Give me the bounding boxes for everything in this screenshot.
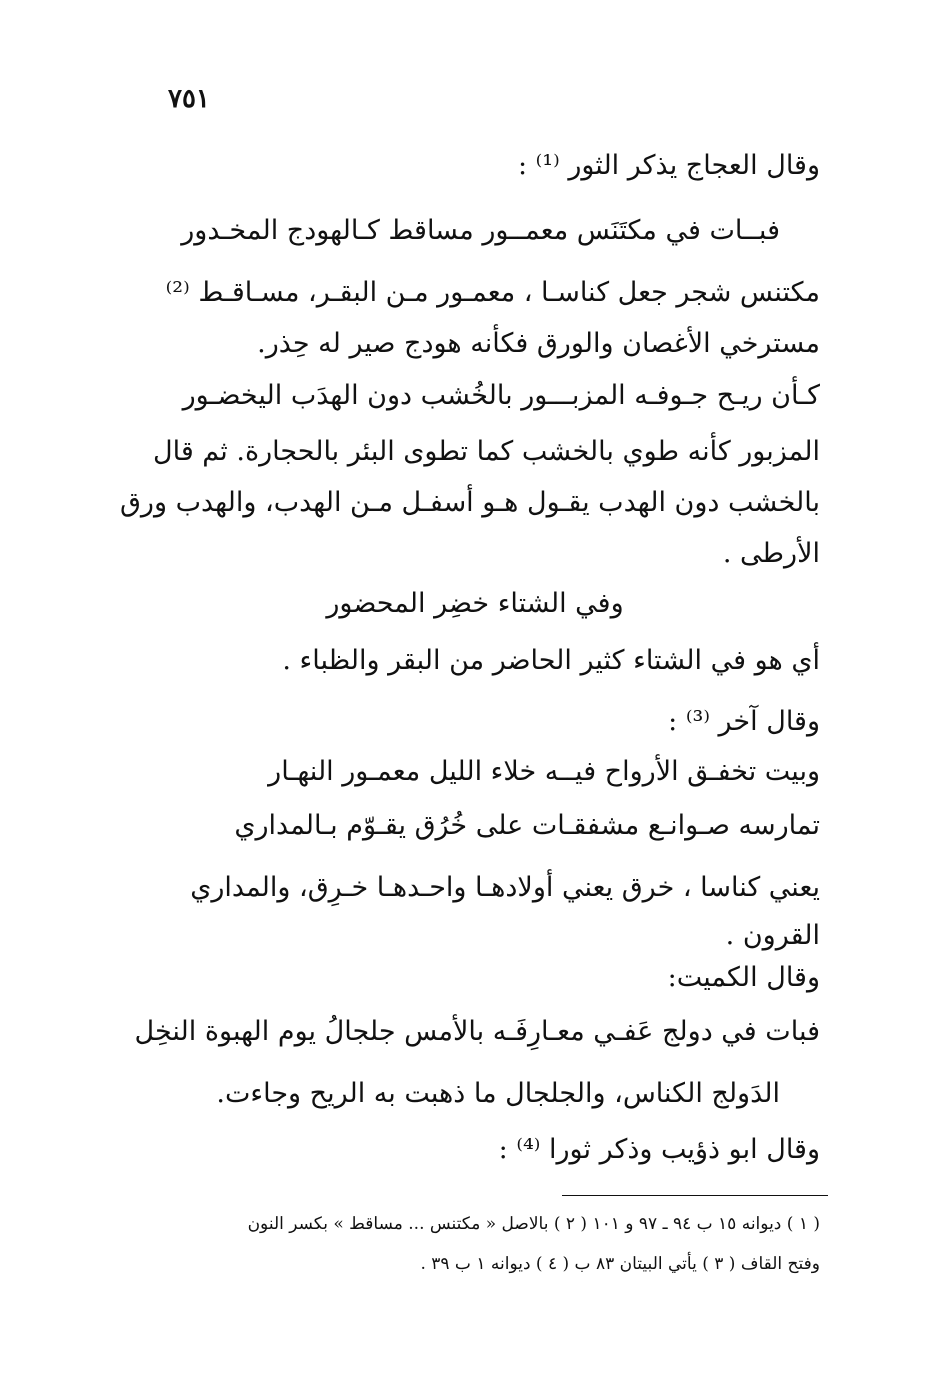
text-line-5: بالخشب دون الهدب يقـول هـو أسفـل مـن الهدب، والهدب ورق (119, 487, 820, 518)
verse-line-4: وبيت تخفـق الأرواح فيــه خلاء الليل معمـور النهـار (268, 756, 820, 787)
text-line-13: وقال ابو ذؤيب وذكر ثورا ⁽⁴⁾ : (498, 1134, 820, 1165)
text-line-3: مسترخي الأغصان والورق فكأنه هودج صير له حِذر. (257, 328, 820, 359)
verse-line-5: تمارسه صـوانـع مشفقـات على خُرُق يقـوّم بـالمداري (234, 810, 820, 841)
text-line-6: الأرطى . (722, 538, 820, 569)
text-line-1: وقال العجاج يذكر الثور ⁽¹⁾ : (517, 150, 820, 181)
text-line-10: القرون . (725, 920, 820, 951)
text-line-2: مكتنس شجر جعل كناسـا ، معمـور مـن البقـر، مسـاقـط ⁽²⁾ (165, 277, 820, 308)
verse-line-6: فبات في دولج عَفـي معـارِفَـه بالأمس جلجالُ يوم الهبوة النخِل (134, 1016, 820, 1047)
text-line-4: المزبور كأنه طوي بالخشب كما تطوى البئر بالحجارة. ثم قال (152, 436, 820, 467)
text-line-9: يعني كناسا ، خرق يعني أولادهـا واحـدهـا خـرِق، والمداري (190, 872, 820, 903)
footnote-rule (562, 1195, 828, 1196)
verse-line-2: كـأن ريـح جـوفـه المزبـــور بالخُشب دون الهدَب اليخضـور (182, 380, 820, 411)
text-line-7: أي هو في الشتاء كثير الحاضر من البقر والظباء . (282, 645, 820, 676)
page-number: ٧٥١ (168, 84, 210, 114)
text-line-12: الدَولج الكناس، والجلجال ما ذهبت به الريح وجاءت. (216, 1078, 780, 1109)
verse-line-3: وفي الشتاء خضِر المحضور (326, 588, 624, 619)
footnote-line-2: وفتح القاف ( ٣ ) يأتي البيتان ٨٣ ب ( ٤ ) ديوانه ١ ب ٣٩ . (420, 1254, 820, 1274)
verse-line-1: فبــات في مكتَنَس معمــور مساقط كـالهودج المخـدور (181, 215, 780, 246)
text-line-11: وقال الكميت: (667, 962, 820, 993)
footnote-line-1: ( ١ ) ديوانه ١٥ ب ٩٤ ـ ٩٧ و ١٠١ ( ٢ ) بالاصل « مكتنس ... مساقط » بكسر النون (247, 1214, 820, 1234)
text-line-8: وقال آخر ⁽³⁾ : (668, 706, 820, 737)
